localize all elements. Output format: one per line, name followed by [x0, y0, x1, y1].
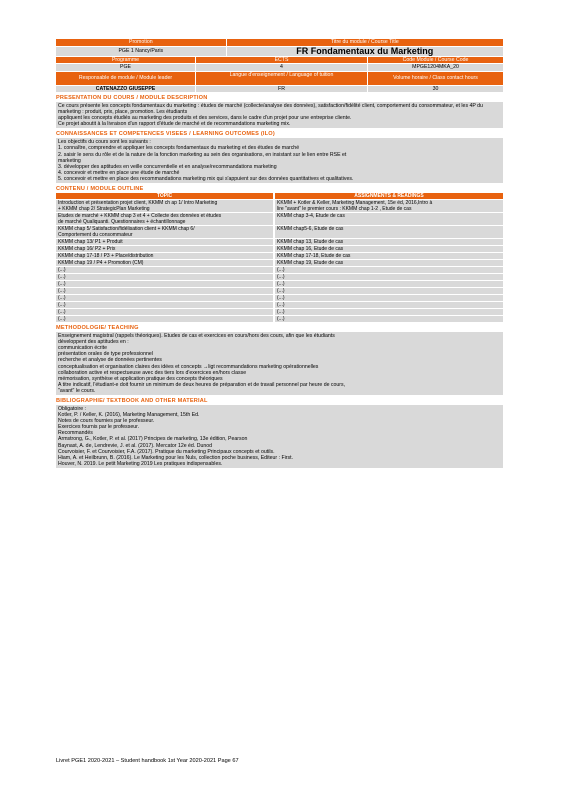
code-value: MPGE1204MKA_20	[368, 64, 503, 71]
outline-topic-cell	[56, 309, 273, 315]
outline-topic-cell	[56, 246, 273, 252]
outcome-line: 4. concevoir et mettre en place une étude de marché	[58, 169, 180, 176]
outline-row	[56, 288, 503, 294]
outline-reading-cell	[275, 295, 503, 301]
outline-topic-line: de marché Qualiquanti. Questionnaires + échantillonnage	[58, 219, 186, 226]
ects-value: 4	[196, 64, 367, 71]
outline-reading-line	[277, 219, 501, 225]
outline-reading-cell	[275, 213, 503, 225]
outline-table	[56, 193, 503, 322]
methodology-line: présentation orales de type professionnel	[58, 351, 153, 358]
outline-reading-line: KKMM chap 19, Etude de cas	[277, 260, 344, 267]
course-title-value: FR Fondamentaux du Marketing	[227, 47, 503, 56]
outline-row	[56, 274, 503, 280]
outline-reading-line: KKMM + Kotler & Keller, Marketing Management, 15e éd, 2016,Intro à	[277, 200, 433, 207]
langue-label: Langue d'enseignement / Language of tuition	[196, 72, 367, 85]
outline-header	[56, 193, 503, 199]
outline-topic-cell	[56, 226, 273, 238]
outline-row	[56, 226, 503, 238]
promotion-label: Promotion	[56, 39, 226, 46]
outline-topic-cell	[56, 239, 273, 245]
outline-reading-cell	[275, 226, 503, 238]
outline-topic-line: KKMM chap 19 / P4 + Promotion (CM)	[58, 260, 144, 267]
programme-label: Programme	[56, 57, 195, 64]
outline-reading-line: (...)	[277, 288, 285, 295]
presentation-body	[56, 102, 503, 128]
outline-topic-line: (...)	[58, 288, 66, 295]
header-row-2	[56, 47, 503, 56]
methodology-title: METHODOLOGIE/ TEACHING	[56, 325, 139, 332]
outline-reading-line: (...)	[277, 281, 285, 288]
methodology-line: recherche et analyse de données pertinentes	[58, 357, 162, 364]
outline-row	[56, 253, 503, 259]
presentation-line: Ce projet aboutit à la livraison d'un rapport d'étude de marché et de recommandations marketing mix.	[58, 121, 291, 128]
responsable-label: Responsable de module / Module leader	[56, 72, 195, 85]
outline-topic-line: (...)	[58, 309, 66, 316]
outcomes-title: CONNAISSANCES ET COMPETENCES VISEES / LEARNING OUTCOMES (ILO)	[56, 131, 275, 138]
outline-row	[56, 213, 503, 225]
outline-reading-line: KKMM chap 3-4, Etude de cas	[277, 213, 345, 220]
methodology-line: développent des aptitudes en :	[58, 339, 129, 346]
outline-topic-cell	[56, 253, 273, 259]
outline-topic-line: Comportement du consommateur	[58, 232, 133, 239]
outline-reading-line: (...)	[277, 274, 285, 281]
bibliography-line: Courvoisier, F. et Courvoisier, F.A. (2017). Pratique du marketing Principaux concepts et outils.	[58, 448, 275, 455]
outline-topic-line: (...)	[58, 281, 66, 288]
volume-label: Volume horaire / Class contact hours	[368, 72, 503, 85]
bibliography-line: Armstrong, G., Kotler, P. et al. (2017) Principes de marketing, 13e édition, Pearson	[58, 436, 248, 443]
outline-reading-line: (...)	[277, 316, 285, 323]
header-row-3	[56, 57, 503, 64]
bibliography-line: Hiam, A. et Heilbrunn, B. (2016). Le Marketing pour les Nuls, collection poche business, Editeur : First.	[58, 454, 293, 461]
responsable-value: CATENAZZO GIUSEPPE	[56, 86, 195, 93]
page-footer: Livret PGE1 2020-2021 – Student handbook 1st Year 2020-2021 Page 67	[56, 758, 239, 764]
bibliography-line: Kotler, P. / Keller, K. (2016), Marketing Management, 15th Ed.	[58, 412, 200, 419]
outline-reading-cell	[275, 288, 503, 294]
outline-reading-cell	[275, 316, 503, 322]
volume-value: 30	[368, 86, 503, 93]
outcome-line: 3. développer des aptitudes en veille concurrentielle et en analyse/recommandations marketing	[58, 163, 277, 170]
header-row-4	[56, 64, 503, 71]
outline-topic-cell	[56, 260, 273, 266]
outline-topic-line: (...)	[58, 302, 66, 309]
outcomes-body	[56, 138, 503, 183]
methodology-body	[56, 332, 503, 395]
code-label: Code Module / Course Code	[368, 57, 503, 64]
methodology-line: A titre indicatif, l'étudiant-e doit fournir un minimum de deux heures de préparation et de travail personnel par heure de cours,	[58, 381, 346, 388]
assignments-header: ASSIGNMENTS & READINGS	[275, 193, 503, 199]
outcome-line: marketing	[58, 157, 81, 164]
outline-topic-line: + KKMM chap 2/ StrategicPlan Marketing	[58, 206, 150, 213]
course-sheet	[56, 39, 503, 468]
outline-reading-line: lire "avant" le premier cours : KKMM chap 1-2 , Etude de cas	[277, 206, 412, 213]
bibliography-line: Exercices fournis par le professeur.	[58, 424, 140, 431]
outline-reading-cell	[275, 274, 503, 280]
presentation-line: appliquent les concepts étudiés au marketing des produits et des services, dans le cadre d'un projet pour une entreprise cliente.	[58, 115, 352, 122]
outline-reading-line: KKMM chap 17-18, Etude de cas	[277, 253, 351, 260]
bibliography-body	[56, 405, 503, 468]
bibliography-line: Notes de cours fournies par le professeur.	[58, 418, 155, 425]
outline-topic-cell	[56, 281, 273, 287]
outcome-line: 2. saisir le sens du rôle et de la nature de la fonction marketing au sein des organisations, en insistant sur le lien entre RSE et	[58, 151, 347, 158]
outcome-line: 5. concevoir et mettre en place des recommandations marketing mix qui s'appuient sur des données quantitatives et qualitatives.	[58, 175, 354, 182]
outline-row	[56, 200, 503, 212]
outline-topic-line: (...)	[58, 267, 66, 274]
promotion-value: PGE 1 Nancy/Paris	[56, 47, 226, 56]
outline-topic-line: (...)	[58, 295, 66, 302]
outline-topic-line: Etudes de marché + KKMM chap 3 et 4 + Collecte des données et études	[58, 213, 222, 220]
outline-row	[56, 267, 503, 273]
bibliography-line: Obligatoire :	[58, 405, 86, 412]
topic-header: TOPIC	[56, 193, 273, 199]
outline-row	[56, 316, 503, 322]
outline-topic-line: KKMM chap 16/ P2 + Prix	[58, 246, 116, 253]
programme-value: PGE	[56, 64, 195, 71]
outline-reading-cell	[275, 246, 503, 252]
ects-label: ECTS	[196, 57, 367, 64]
outline-topic-cell	[56, 274, 273, 280]
bibliography-line: Baynast, A. de, Lendrevie, J. et al. (2017). Mercator 12e éd. Dunod	[58, 442, 212, 449]
outline-reading-line: (...)	[277, 295, 285, 302]
outline-topic-cell	[56, 295, 273, 301]
outline-topic-cell	[56, 213, 273, 225]
outline-row	[56, 295, 503, 301]
methodology-line: collaboration active et respectueuse avec des tiers lors d'exercices en/hors classe	[58, 369, 247, 376]
outline-reading-line	[277, 232, 501, 238]
outline-reading-line: KKMM chap 16, Etude de cas	[277, 246, 344, 253]
langue-value: FR	[196, 86, 367, 93]
outline-row	[56, 281, 503, 287]
outcome-line: 1. connaître, comprendre et appliquer les concepts fondamentaux du marketing et des études de marché	[58, 145, 300, 152]
outline-reading-cell	[275, 281, 503, 287]
outline-topic-line: KKMM chap 13/ P1 + Produit	[58, 239, 123, 246]
outline-reading-line: KKMM chap 13, Etude de cas	[277, 239, 344, 246]
outline-reading-cell	[275, 267, 503, 273]
outline-topic-line: (...)	[58, 316, 66, 323]
outline-reading-cell	[275, 239, 503, 245]
outline-reading-cell	[275, 200, 503, 212]
header-row-6	[56, 86, 503, 93]
outline-topic-cell	[56, 302, 273, 308]
outline-row	[56, 246, 503, 252]
outline-reading-cell	[275, 309, 503, 315]
header-row-1	[56, 39, 503, 46]
bibliography-title: BIBLIOGRAPHIE/ TEXTBOOK AND OTHER MATERIAL	[56, 397, 208, 404]
outline-row	[56, 239, 503, 245]
outline-topic-line: (...)	[58, 274, 66, 281]
presentation-title: PRESENTATION DU COURS / MODULE DESCRIPTION	[56, 95, 208, 101]
outline-reading-line: (...)	[277, 309, 285, 316]
outline-reading-cell	[275, 253, 503, 259]
course-title-label: Titre du module / Course Title	[227, 39, 503, 46]
methodology-line: conceptualisation et organisation claires des idées et concepts →ligt recommandations marketing opérationnelles	[58, 363, 319, 370]
outline-reading-line: (...)	[277, 267, 285, 274]
outline-title: CONTENU / MODULE OUTLINE	[56, 186, 144, 193]
outline-topic-cell	[56, 316, 273, 322]
outline-reading-line: KKMM chap5-6, Etude de cas	[277, 226, 344, 233]
outline-row	[56, 302, 503, 308]
outline-reading-line: (...)	[277, 302, 285, 309]
outline-reading-cell	[275, 302, 503, 308]
outline-topic-cell	[56, 288, 273, 294]
outline-topic-line: KKMM chap 5/ Satisfaction/fidélisation client + KKMM chap 6/	[58, 226, 195, 233]
outline-topic-cell	[56, 200, 273, 212]
outline-row	[56, 309, 503, 315]
methodology-line: Enseignement magistral (rappels théoriques). Etudes de cas et exercices en cours/hors des cours, afin que les étudiants	[58, 333, 335, 340]
outline-topic-cell	[56, 267, 273, 273]
methodology-line: mémorisation, synthèse et application pratique des concepts théoriques	[58, 375, 223, 382]
header-row-5	[56, 72, 503, 85]
bibliography-line: Recommandés	[58, 430, 93, 437]
bibliography-line: Houver, N. 2019. Le petit Marketing 2019 Les pratiques indispensables.	[58, 460, 223, 467]
outline-topic-line: Introduction et présentation projet client, KKMM ch ap 1/ Intro Marketing	[58, 200, 218, 207]
outcome-line: Les objectifs du cours sont les suivants :	[58, 139, 151, 146]
methodology-line: "avant" le cours.	[58, 387, 96, 394]
methodology-line: communication écrite	[58, 345, 108, 352]
presentation-line: Ce cours présente les concepts fondamentaux du marketing : études de marché (collecte/analyse des données), satisfaction/fidélité client, comportement du consommateur, et les 4P du marketing : produit, prix, place, promotion. Les étudiants	[58, 103, 483, 116]
outline-topic-line: KKMM chap 17-18 / P3 + Place/distribution	[58, 253, 154, 260]
outline-reading-cell	[275, 260, 503, 266]
outline-row	[56, 260, 503, 266]
